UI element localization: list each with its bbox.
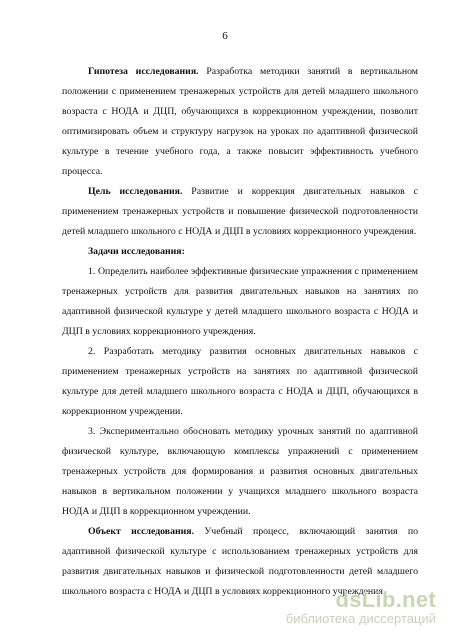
task-item-1: 1. Определить наиболее эффективные физические упражнения с применением тренажерных устройств для развития двигательных навыков на занятиях по адаптивной физической культуре у детей младшего школьного возраста с НОДА и ДЦП в условиях коррекционного учреждения. [62, 266, 418, 337]
tasks-heading: Задачи исследования: [88, 246, 185, 257]
task-item-2: 2. Разработать методику развития основных двигательных навыков с применением тренажерных устройств на занятиях по адаптивной физической культуре для детей младшего школьного возраста с НОДА и ДЦП, обучающихся в коррекционном учреждении. [62, 346, 418, 417]
task-item-3: 3. Экспериментально обосновать методику урочных занятий по адаптивной физической культуре, включающую комплексы упражнений с применением тренажерных устройств для формирования и развития основных двигательных навыков в вертикальном положении у учащихся младшего школьного возраста НОДА и ДЦП в коррекционном учреждении. [62, 426, 418, 517]
page-number: 6 [222, 30, 228, 42]
document-body [62, 62, 418, 602]
hypothesis-paragraph [62, 62, 418, 182]
goal-lead: Цель исследования. [88, 186, 183, 197]
hypothesis-text: Разработка методики занятий в вертикальном положении с применением тренажерных устройств для детей младшего школьного возраста с НОДА и ДЦП, обучающихся в коррекционном учреждении, позволит оптимизировать объем и структуру нагрузок на уроках по адаптивной физической культуре в течение учебного года, а также повысит эффективность учебного процесса. [62, 66, 418, 177]
watermark-logo: dsLib.net [335, 587, 436, 612]
object-text: Учебный процесс, включающий занятия по адаптивной физической культуре с использованием тренажерных устройств для развития двигательных навыков и физической подготовленности детей младшего школьного возраста с НОДА и ДЦП в условиях коррекционного учреждения. [62, 526, 418, 597]
watermark [286, 589, 436, 627]
object-lead: Объект исследования. [88, 526, 195, 537]
hypothesis-lead: Гипотеза исследования. [88, 66, 199, 77]
goal-paragraph [62, 182, 418, 242]
goal-text: Развитие и коррекция двигательных навыков с применением тренажерных устройств и повышение физической подготовленности детей младшего школьного с НОДА и ДЦП в условиях коррекционного учреждения. [62, 186, 418, 237]
watermark-subtitle: библиотека диссертаций [285, 611, 436, 626]
